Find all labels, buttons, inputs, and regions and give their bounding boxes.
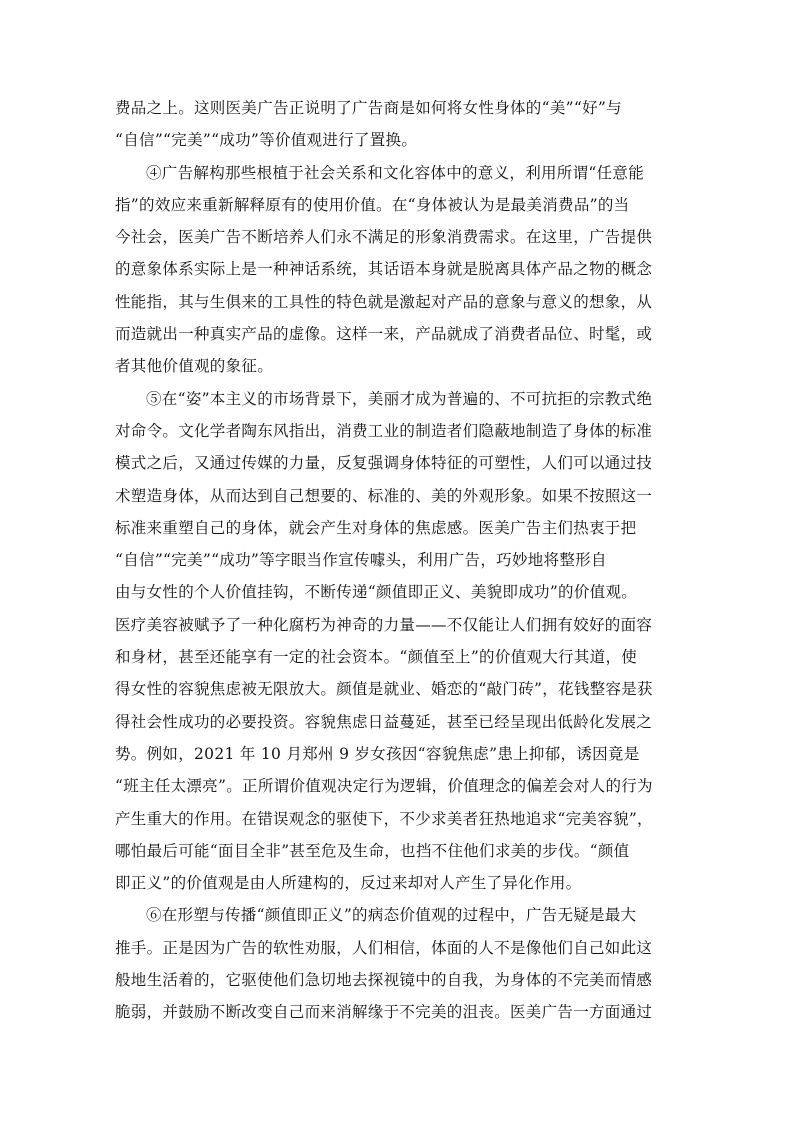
text-line: 对命令。文化学者陶东风指出，消费工业的制造者们隐蔽地制造了身体的标准 xyxy=(115,421,653,440)
text-line: 今社会，医美广告不断培养人们永不满足的形象消费需求。在这里，广告提供 xyxy=(115,228,653,247)
text-line: 标准来重塑自己的身体，就会产生对身体的焦虑感。医美广告主们热衷于把 xyxy=(115,518,637,537)
text-line: 势。例如，2021 年 10 月郑州 9 岁女孩因“容貌焦虑”患上抑郁，诱因竟是 xyxy=(115,744,640,763)
text-line: 得女性的容貌焦虑被无限放大。颜值是就业、婚恋的“敲门砖”，花钱整容是获 xyxy=(115,680,653,699)
text-line: 和身材，甚至还能享有一定的社会资本。“颜值至上”的价值观大行其道，使 xyxy=(115,648,638,667)
text-line: 产生重大的作用。在错误观念的驱使下，不少求美者狂热地追求“完美容貌”， xyxy=(115,809,653,828)
text-line: 脆弱，并鼓励不断改变自己而来消解缘于不完美的沮丧。医美广告一方面通过 xyxy=(115,1003,653,1022)
text-line: 医疗美容被赋予了一种化腐朽为神奇的力量——不仅能让人们拥有姣好的面容 xyxy=(115,615,653,634)
text-line: 而造就出一种真实产品的虚像。这样一来，产品就成了消费者品位、时髦，或 xyxy=(115,325,653,344)
text-line: 般地生活着的，它驱使他们急切地去探视镜中的自我，为身体的不完美而情感 xyxy=(115,971,653,990)
text-line: “自信”“完美”“成功”等价值观进行了置换。 xyxy=(115,131,418,150)
text-line: 即正义”的价值观是由人所建构的，反过来却对人产生了异化作用。 xyxy=(115,874,582,893)
text-line: 哪怕最后可能“面目全非”甚至危及生命，也挡不住他们求美的步伐。“颜值 xyxy=(115,841,630,860)
text-line: “班主任太漂亮”。正所谓价值观决定行为逻辑，价值理念的偏差会对人的行为 xyxy=(115,777,653,796)
text-line: “自信”“完美”“成功”等字眼当作宣传噱头，利用广告，巧妙地将整形自 xyxy=(115,551,607,570)
text-line: 推手。正是因为广告的软性劝服，人们相信，体面的人不是像他们自己如此这 xyxy=(115,938,653,957)
text-line: 由与女性的个人价值挂钩，不断传递“颜值即正义、美貌即成功”的价值观。 xyxy=(115,583,638,602)
text-line: 费品之上。这则医美广告正说明了广告商是如何将女性身体的“美”“好”与 xyxy=(115,99,622,117)
paragraph-5-start: ⑤在“姿”本主义的市场背景下，美丽才成为普遍的、不可抗拒的宗教式绝 xyxy=(146,389,653,408)
text-line: 指”的效应来重新解释原有的使用价值。在“身体被认为是最美消费品”的当 xyxy=(115,195,630,214)
text-line: 得社会性成功的必要投资。容貌焦虑日益蔓延，甚至已经呈现出低龄化发展之 xyxy=(115,712,653,731)
document-page xyxy=(115,92,678,1029)
text-line: 者其他价值观的象征。 xyxy=(115,357,274,376)
text-line: 性能指，其与生俱来的工具性的特色就是激起对产品的意象与意义的想象，从 xyxy=(115,292,653,311)
text-line: 的意象体系实际上是一种神话系统，其话语本身就是脱离具体产品之物的概念 xyxy=(115,260,653,279)
paragraph-6-start: ⑥在形塑与传播“颜值即正义”的病态价值观的过程中，广告无疑是最大 xyxy=(146,906,637,925)
text-line: 术塑造身体，从而达到自己想要的、标准的、美的外观形象。如果不按照这一 xyxy=(115,486,653,505)
text-line: 模式之后，又通过传媒的力量，反复强调身体特征的可塑性，人们可以通过技 xyxy=(115,454,653,473)
paragraph-4-start: ④广告解构那些根植于社会关系和文化容体中的意义，利用所谓“任意能 xyxy=(146,163,645,182)
